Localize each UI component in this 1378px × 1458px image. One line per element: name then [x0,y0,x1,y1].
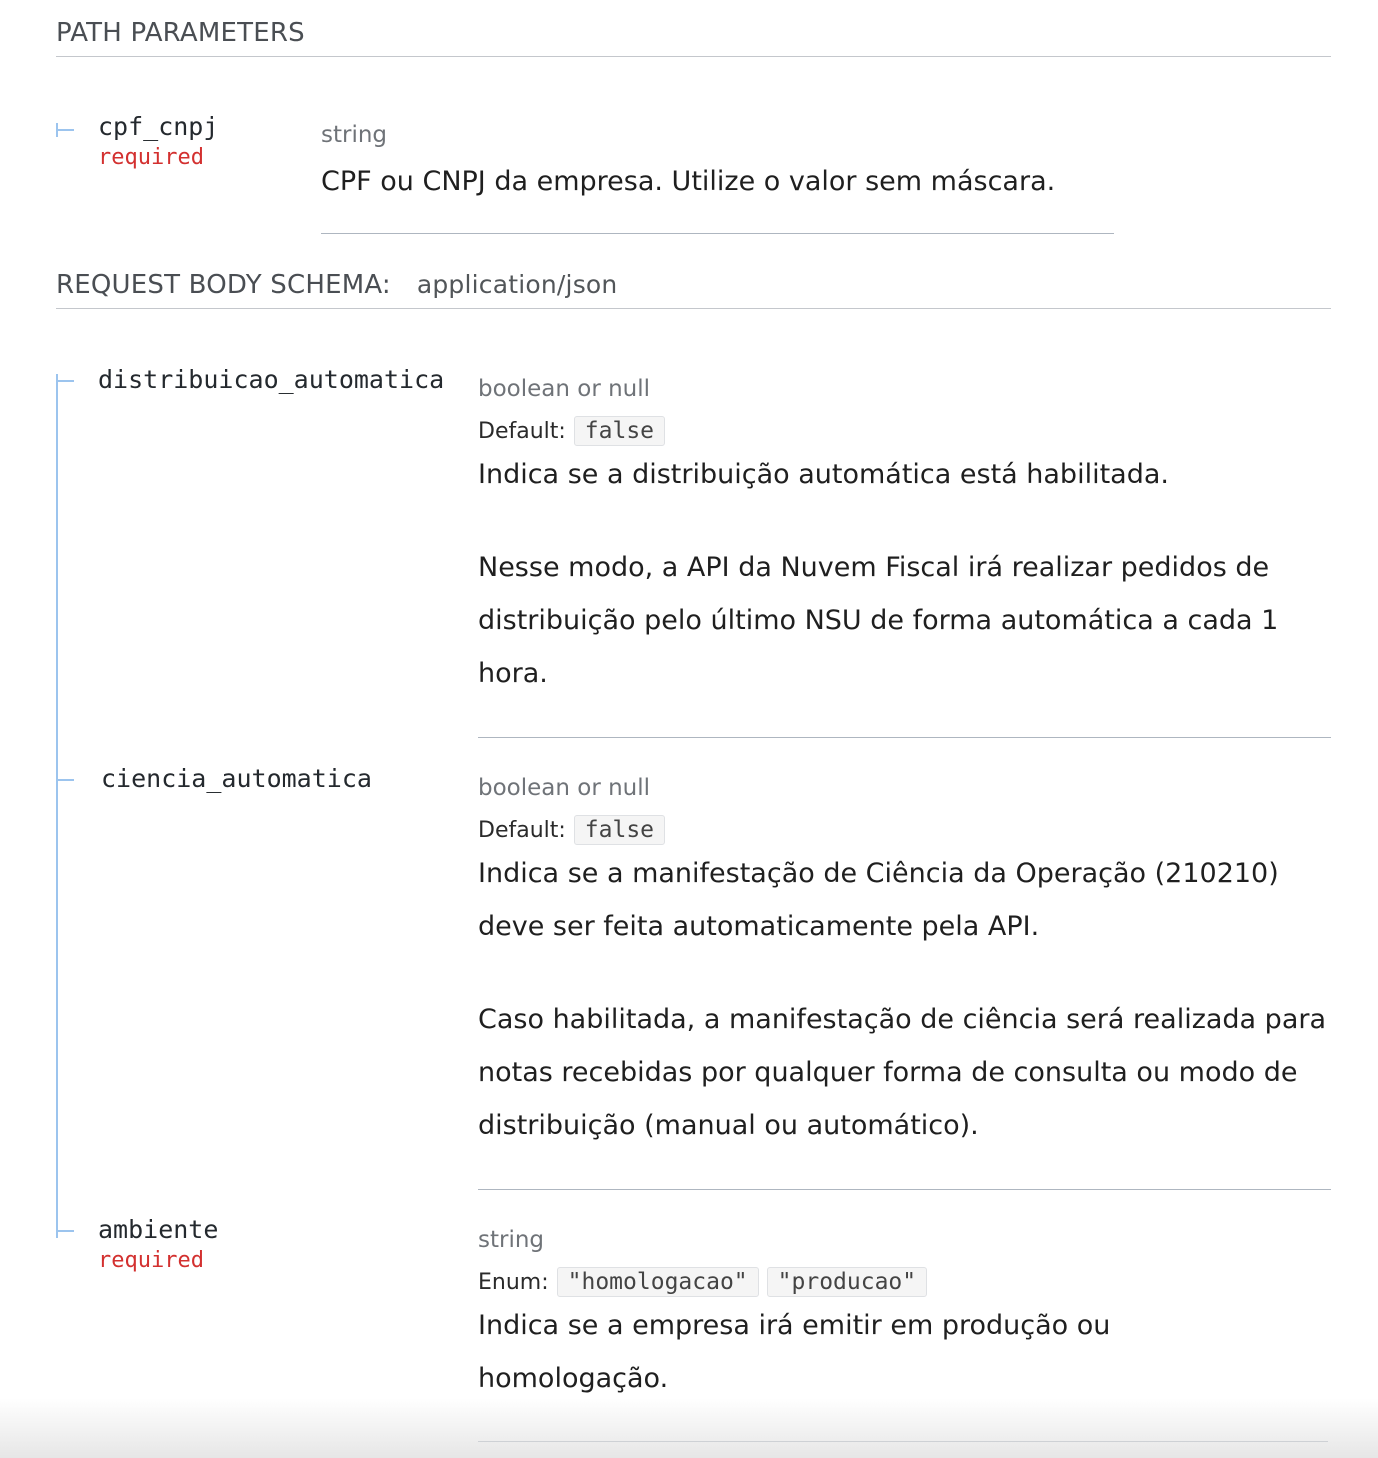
default-row [478,815,1330,845]
param-description [321,162,1121,202]
param-name-distribuicao-automatica: distribuicao_automatica [98,365,445,394]
default-label: Default: [478,817,566,843]
tree-connector-icon [56,123,58,137]
param-detail-cpf-cnpj [321,122,1121,202]
content-type-label: application/json [416,270,618,299]
enum-row [478,1267,1330,1297]
request-body-heading [56,270,1331,309]
param-type: string [321,122,388,148]
enum-value-chip: "homologacao" [557,1267,759,1297]
description-paragraph: CPF ou CNPJ da empresa. Utilize o valor sem máscara. [321,166,1056,197]
param-description [478,1299,1178,1405]
description-paragraph: Nesse modo, a API da Nuvem Fiscal irá realizar pedidos de distribuição pelo último NSU de forma automática a cada 1 hora. [478,552,1279,689]
description-paragraph: Caso habilitada, a manifestação de ciência será realizada para notas recebidas por qualquer forma de consulta ou modo de distribuição (manual ou automático). [478,1004,1327,1141]
param-name-ciencia-automatica: ciencia_automatica [101,764,372,793]
param-name-cpf-cnpj: cpf_cnpj [98,112,219,141]
param-detail-ambiente [478,1227,1330,1405]
param-name-ambiente: ambiente [98,1215,219,1244]
param-divider [478,1441,1328,1442]
tree-connector-icon [56,1224,58,1238]
schema-tree-line [56,382,58,1236]
param-description [478,847,1330,1152]
default-value-chip: false [574,416,665,446]
param-divider [321,233,1114,234]
scroll-shadow [0,1398,1378,1458]
param-type: string [478,1227,545,1253]
enum-value-chip: "producao" [767,1267,927,1297]
param-description [478,448,1330,700]
path-parameters-heading [56,18,1331,57]
param-type: boolean or null [478,376,651,402]
description-paragraph: Indica se a distribuição automática está habilitada. [478,459,1169,490]
default-label: Default: [478,418,566,444]
enum-label: Enum: [478,1269,549,1295]
path-parameters-title: PATH PARAMETERS [56,18,305,48]
request-body-title: REQUEST BODY SCHEMA: [56,270,391,300]
param-type: boolean or null [478,775,651,801]
description-paragraph: Indica se a manifestação de Ciência da Operação (210210) deve ser feita automaticamente pela API. [478,858,1279,942]
tree-connector-icon [56,773,58,787]
param-detail-ciencia-automatica [478,775,1330,1152]
default-row [478,416,1330,446]
default-value-chip: false [574,815,665,845]
tree-connector-icon [56,374,58,388]
param-divider [478,1189,1331,1190]
required-label: required [98,1248,204,1273]
param-detail-distribuicao-automatica [478,376,1330,700]
param-divider [478,737,1331,738]
description-paragraph: Indica se a empresa irá emitir em produção ou homologação. [478,1310,1111,1394]
required-label: required [98,145,204,170]
